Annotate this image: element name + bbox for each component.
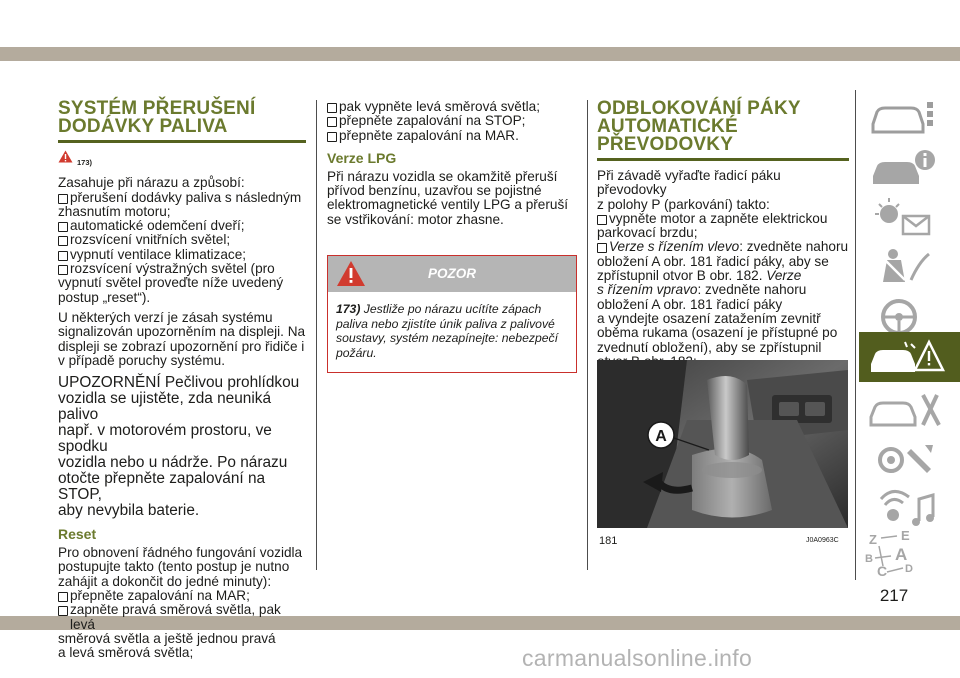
warning-reference (58, 150, 306, 170)
index-alphabet-icon (859, 528, 960, 580)
tab-maintenance[interactable] (859, 385, 960, 435)
tab-technical-data[interactable] (859, 435, 960, 485)
intro-text: Zasahuje při nárazu a způsobí: (58, 175, 245, 191)
list-item: přerušení dodávky paliva s následným zhasnutím motoru; (58, 191, 306, 220)
maintenance-icon (859, 385, 960, 435)
tab-index[interactable] (859, 528, 960, 580)
sidebar-divider (855, 90, 856, 580)
list-item: rozsvícení výstražných světel (pro vypnutí světel proveďte níže uvedený postup „reset“). (58, 262, 306, 305)
index-letter: D (905, 563, 913, 575)
warning-ref-number: 173) (77, 158, 93, 167)
heading-rule (597, 158, 849, 161)
tab-safety[interactable] (859, 242, 960, 292)
section-heading-gear-release: ODBLOKOVÁNÍ PÁKY AUTOMATICKÉ PŘEVODOVKY (597, 98, 801, 155)
list-item: vypnutí ventilace klimatizace; (58, 248, 306, 262)
watermark: carmanualsonline.info (522, 645, 753, 671)
warning-box-title: POZOR (427, 266, 476, 282)
left-column (58, 100, 306, 661)
list-item: pak vypněte levá směrová světla; (327, 100, 577, 114)
list-item: rozsvícení vnitřních světel; (58, 233, 306, 247)
warning-triangle-icon (58, 150, 73, 163)
tab-car-info[interactable] (859, 92, 960, 142)
gear-lever-illustration (597, 360, 848, 528)
right-column (597, 100, 849, 369)
top-band (0, 47, 960, 61)
list-item: automatické odemčení dveří; (58, 219, 306, 233)
reset-paragraph: Pro obnovení řádného fungování vozidla postupujte takto (tento postup je nutno zahájit a dokončit do jedné minuty): (58, 545, 303, 589)
column-divider (587, 100, 588, 570)
emergency-crash-icon (859, 332, 960, 382)
index-letter: B (865, 553, 873, 565)
index-letter: Z (869, 532, 877, 547)
figure-code: J0A0963C (806, 537, 839, 544)
column-divider (316, 100, 317, 570)
list-item: přepněte zapalování na STOP; (327, 114, 577, 128)
index-letter: A (895, 545, 908, 564)
list-item: přepněte zapalování na MAR. (327, 129, 577, 143)
index-letter: E (901, 528, 910, 543)
gear-intro: Při závadě vyřaďte řadicí páku převodovky z polohy P (parkování) takto: (597, 168, 781, 212)
figure-label-a: A (655, 428, 667, 445)
heading-rule (58, 140, 306, 143)
tab-car-info-detail[interactable] (859, 142, 960, 192)
warning-lights-icon (859, 192, 960, 242)
lpg-paragraph: Při nárazu vozidla se okamžitě přeruší přívod benzínu, uzavřou se pojistné elektromagnetické ventily LPG a přeruší se vstřikování: motor zhasne. (327, 168, 569, 227)
list-item: vypněte motor a zapněte elektrickou parkovací brzdu; (597, 212, 849, 241)
tab-warning-lights[interactable] (859, 192, 960, 242)
list-item: přepněte zapalování na MAR; (58, 589, 306, 603)
note-paragraph: UPOZORNĚNÍ Pečlivou prohlídkou vozidla se ujistěte, zda neuniká palivo např. v motorovém prostoru, ve spodku vozidla nebo u nádrže. Po nárazu otočte přepněte zapalování na STOP, aby nevybila baterie. (58, 374, 300, 520)
seat-belt-icon (859, 242, 960, 292)
middle-column (327, 100, 577, 373)
lpg-heading: Verze LPG (327, 149, 397, 166)
warning-box-header (328, 256, 576, 292)
warning-box (327, 255, 577, 373)
gear-lever-photo (597, 360, 848, 528)
list-item: zapněte pravá směrová světla, pak levá směrová světla a ještě jednou pravá a levá směrová světla; (58, 603, 306, 660)
page-number: 217 (879, 586, 909, 605)
section-heading-fuel-cutoff: SYSTÉM PŘERUŠENÍ DODÁVKY PALIVA (58, 98, 256, 137)
list-item: Verze s řízením vlevo: zvedněte nahoru obložení A obr. 181 řadicí páky, aby se zpřístupnil otvor B obr. 182. Verze s řízením vpravo: zvedněte nahoru obložení A obr. 181 řadicí páky a vyndejte osazení zatažením zevnitř oběma rukama (osazení je přístupné po zvednutí obložení), aby se zpřístupnil (597, 240, 849, 369)
display-info-paragraph: U některých verzí je zásah systému signalizován upozorněním na displeji. Na displeji se zobrazí upozornění pro řidiče i v případě poruchy systému. (58, 309, 306, 368)
warning-box-text: 173) Jestliže po nárazu ucítíte zápach paliva nebo zjistíte únik paliva z palivové soustavy, systém nezapínejte: nebezpečí požáru. (336, 302, 558, 360)
index-letter: C (877, 563, 888, 579)
technical-data-icon (859, 435, 960, 485)
car-info-i-icon (859, 142, 960, 192)
figure-number: 181 (599, 535, 618, 547)
tab-emergency[interactable] (859, 332, 960, 382)
car-info-icon (859, 92, 960, 142)
reset-heading: Reset (58, 526, 97, 543)
